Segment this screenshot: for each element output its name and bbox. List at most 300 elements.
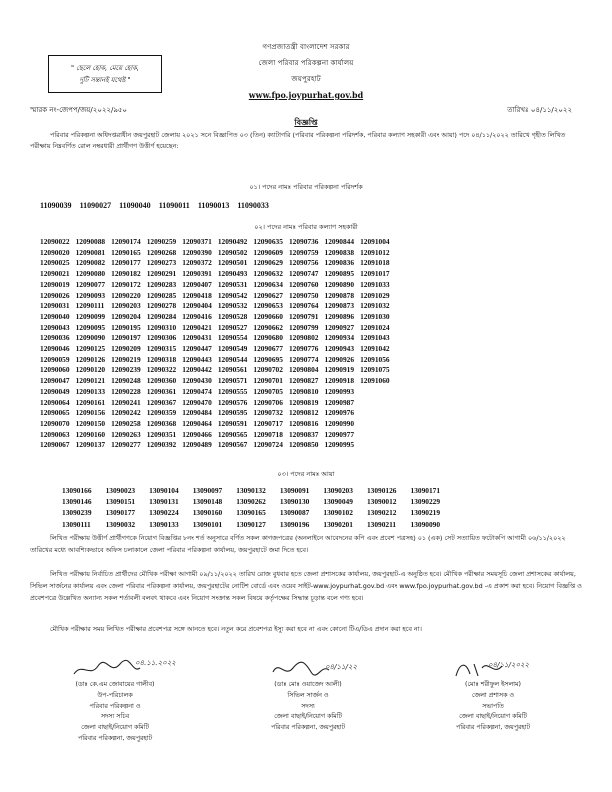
roll-number-cell: 12090850 — [288, 440, 319, 450]
roll-number-cell — [360, 387, 396, 398]
roll-number-cell: 13090102 — [323, 508, 353, 518]
roll-number: 11090011 — [158, 201, 190, 210]
roll-number-cell: 13090111 — [62, 519, 91, 529]
signature-date: ০৪/১১/২২ — [325, 663, 357, 671]
roll-number-cell: 12090810 — [288, 386, 319, 396]
roll-number-cell: 12091042 — [360, 344, 390, 354]
roll-number-cell: 12090020 — [40, 247, 70, 257]
roll-number-cell: 12090197 — [111, 333, 141, 343]
roll-number-cell: 12090418 — [182, 290, 212, 300]
roll-number-cell: 12090918 — [324, 376, 355, 386]
table-row — [40, 344, 396, 355]
roll-number-cell: 12091030 — [360, 311, 390, 321]
roll-number-cell: 12090120 — [75, 365, 106, 375]
signatory-title: সিভিল সার্জন ও — [287, 691, 329, 699]
roll-number-cell: 12090390 — [182, 247, 212, 257]
roll-number-cell: 12090987 — [324, 397, 355, 407]
section-2-roll-table — [40, 237, 396, 451]
roll-number-cell: 12090174 — [111, 237, 141, 246]
roll-number-cell: 12090878 — [324, 290, 355, 300]
roll-number-cell: 13090091 — [279, 486, 310, 495]
table-row — [40, 419, 396, 430]
roll-number-cell: 12090021 — [40, 269, 70, 279]
table-row — [40, 440, 396, 451]
roll-number-cell: 12090492 — [217, 237, 248, 246]
roll-number-cell: 12090838 — [324, 247, 355, 257]
roll-number-cell: 12090705 — [253, 386, 283, 396]
table-row — [40, 355, 396, 366]
roll-number-cell: 12090576 — [217, 397, 248, 407]
roll-number-cell: 12091004 — [360, 237, 390, 246]
roll-number-cell: 12090359 — [146, 408, 177, 418]
roll-number-cell: 12090263 — [111, 429, 141, 439]
roll-number-cell: 12090065 — [40, 408, 70, 418]
roll-number-cell: 13090171 — [410, 486, 441, 495]
table-row — [40, 430, 396, 441]
roll-number-cell: 13090165 — [236, 508, 266, 518]
signatory-name: (ডাঃ কে.এম জোবায়ের গালীব) — [75, 681, 155, 688]
roll-number-cell: 13090148 — [192, 497, 223, 507]
signature-image — [418, 658, 568, 680]
signatory-title: সদস্য — [301, 702, 315, 710]
roll-number-cell: 12090025 — [40, 258, 70, 268]
roll-number-cell: 12090555 — [217, 386, 248, 396]
roll-number-cell: 12090632 — [253, 269, 283, 279]
header-website-link[interactable]: www.fpo.joypurhat.gov.bd — [248, 90, 364, 100]
roll-number-cell: 12090844 — [324, 237, 355, 246]
roll-number-cell: 12090242 — [111, 408, 141, 418]
roll-number-cell: 12090093 — [75, 290, 106, 300]
roll-number-cell: 12090060 — [40, 365, 70, 375]
notice-title — [0, 117, 612, 130]
roll-number-cell: 13090049 — [323, 497, 353, 507]
section-2-heading: ০২। পদের নামঃ পরিবার কল্যাণ সহকারী — [254, 223, 358, 231]
roll-number-cell: 13090239 — [62, 508, 92, 518]
roll-number-cell: 12091043 — [360, 333, 390, 343]
roll-number-cell: 12090043 — [40, 322, 70, 332]
roll-number-cell: 12090695 — [253, 354, 283, 364]
roll-number-cell: 12090567 — [217, 440, 248, 450]
roll-number-cell: 12090750 — [288, 290, 319, 300]
signatory-title: জেলা বাছাই/নিয়োগ কমিটি — [274, 713, 342, 721]
roll-number-cell: 12091024 — [360, 322, 390, 332]
table-row — [40, 248, 396, 259]
roll-number-cell: 12090099 — [75, 311, 106, 321]
roll-number-cell: 12090474 — [182, 386, 212, 396]
roll-number-cell: 12090609 — [253, 247, 283, 257]
roll-number-cell: 12090121 — [75, 376, 106, 386]
table-row — [40, 301, 396, 312]
roll-number-cell — [360, 430, 396, 441]
roll-number-cell: 12091018 — [360, 258, 390, 268]
header-district: জয়পুরহাট — [291, 74, 321, 83]
roll-number-cell: 13090097 — [192, 486, 223, 495]
roll-number-cell: 12090760 — [288, 279, 319, 289]
roll-number-cell: 12090172 — [111, 279, 141, 289]
instructions-paragraph-2: লিখিত পরীক্ষায় নির্বাচিত প্রার্থীদের মৌখিক পরীক্ষা আগামী ০৯/১১/২০২২ তারিখ রোজ বুধবার হতে জেলা প্রশাসকের কার্যালয়, জয়পুরহাট-এ অনুষ্ঠিত হবে। মৌখিক পরীক্ষার সময়সূচি জেলা প্রশাসকের কার্যালয়, সিভিল সার্জনের কার্যালয় এবং জেলা পরিবার পরিকল্পনা কার্যালয়, জয়পুরহাটের নোটিশ বোর্ডে এবং ওয়েব সাইট-www.joypurhat.gov.bd এবং www.fpo.joypurhat.gov.bd -এ প্রকাশ করা হবে। নিয়োগ বিজ্ঞপ্তি ও প্রবেশপত্রে উল্লেখিত অন্যান্য সকল শর্তাবলী বলবৎ থাকবে এবং নিয়োগ সংক্রান্ত সকল বিষয়ে কর্তৃপক্ষের সিদ্ধান্ত চূড়ান্ত বলে গণ্য হবে। — [30, 570, 582, 602]
roll-number-cell: 12090470 — [182, 397, 212, 407]
table-row — [40, 237, 396, 248]
signature-block-civil-surgeon — [233, 658, 383, 734]
intro-paragraph: পরিবার পরিকল্পনা অধিদপ্তরাধীন জয়পুরহাট জেলায় ২০২১ সনে বিজ্ঞাপিত ০৩ (তিন) ক্যাটাগরি (পরিবার পরিকল্পনা পরিদর্শক, পরিবার কল্যাণ সহকারী এবং আয়া) পদে ০৪/১১/২০২২ তারিখে গৃহীত লিখিত পরীক্ষায় নিম্নবর্ণিত রোল নম্বরধারী প্রার্থীগণ উত্তীর্ণ হয়েছেন: — [30, 131, 566, 150]
roll-number-cell: 13090212 — [366, 508, 397, 518]
roll-number-cell: 13090211 — [366, 519, 397, 529]
table-row — [62, 496, 454, 507]
roll-number-cell: 12090528 — [217, 311, 248, 321]
roll-number-cell: 12091029 — [360, 290, 390, 300]
roll-number-cell: 12090371 — [182, 237, 212, 246]
roll-number-cell: 12091033 — [360, 279, 390, 289]
roll-number-cell: 12090248 — [111, 376, 141, 386]
roll-number-cell: 12090595 — [217, 408, 248, 418]
header-office: জেলা পরিবার পরিকল্পনা কার্যালয় — [258, 58, 354, 67]
table-row — [40, 376, 396, 387]
roll-number-cell: 12090306 — [146, 333, 177, 343]
table-row — [40, 333, 396, 344]
roll-number-cell: 12090653 — [253, 301, 283, 311]
roll-number-cell: 12090161 — [75, 397, 106, 407]
roll-number-cell: 12090156 — [75, 408, 106, 418]
roll-number-cell: 12090063 — [40, 429, 70, 439]
roll-number-cell: 12090873 — [324, 301, 355, 311]
signatory-title: পরিবার পরিকল্পনা, জয়পুরহাট — [270, 724, 345, 732]
roll-number-cell: 12090407 — [182, 279, 212, 289]
roll-number-cell: 12090804 — [288, 365, 319, 375]
roll-number-cell: 12090799 — [288, 322, 319, 332]
roll-number-cell: 12090756 — [288, 258, 319, 268]
roll-number-cell: 12091017 — [360, 269, 390, 279]
roll-number-cell: 12090040 — [40, 311, 70, 321]
roll-number-cell: 12090791 — [288, 311, 319, 321]
signatory-title: পরিবার পরিকল্পনা ও — [89, 702, 141, 710]
roll-number-cell: 12090416 — [182, 311, 212, 321]
header-govt: গণপ্রজাতন্ত্রী বাংলাদেশ সরকার — [262, 42, 350, 51]
roll-number-cell: 13090104 — [149, 486, 179, 495]
roll-number-cell: 12090165 — [111, 247, 141, 257]
roll-number-cell: 13090229 — [410, 497, 441, 507]
roll-number-cell: 12090827 — [288, 376, 319, 386]
roll-number-cell: 13090177 — [105, 508, 136, 518]
roll-number-cell: 12090484 — [182, 408, 212, 418]
roll-number-cell: 13090126 — [366, 486, 397, 495]
slogan-line-1: " ছেলে হোক, মেয়ে হোক, — [70, 64, 140, 72]
roll-number-cell: 12090182 — [111, 269, 141, 279]
roll-number-cell: 13090201 — [323, 519, 353, 529]
roll-number-cell: 12090031 — [40, 301, 70, 311]
roll-number-cell: 12090660 — [253, 311, 283, 321]
roll-number-cell: 12090502 — [217, 247, 248, 257]
roll-number-cell: 12090759 — [288, 247, 319, 257]
roll-number-cell: 13090160 — [192, 508, 223, 518]
section-1-heading: ০১। পদের নামঃ পরিবার পরিকল্পনা পরিদর্শক — [249, 183, 363, 191]
roll-number-cell: 12090466 — [182, 429, 212, 439]
memo-number: স্মারক নং-জেপপ/জয়/২০২২/৯৫০ — [30, 106, 127, 114]
roll-number-cell — [360, 398, 396, 409]
roll-number-cell: 13090130 — [279, 497, 310, 507]
roll-number-cell: 12090549 — [217, 344, 248, 354]
roll-number-cell: 13090032 — [105, 519, 136, 529]
section-1-rolls — [40, 201, 269, 210]
roll-number-cell: 12090368 — [146, 418, 177, 428]
roll-number-cell: 12090926 — [324, 354, 355, 364]
roll-number-cell: 12090993 — [324, 386, 355, 396]
roll-number-cell: 12090070 — [40, 418, 70, 428]
roll-number-cell: 12090489 — [182, 440, 212, 450]
roll-number-cell: 12090776 — [288, 344, 319, 354]
roll-number-cell: 12090718 — [253, 429, 283, 439]
roll-number-cell: 12090701 — [253, 376, 283, 386]
roll-number-cell: 12090067 — [40, 440, 70, 450]
roll-number-cell: 12090662 — [253, 322, 283, 332]
roll-number-cell: 12090677 — [253, 344, 283, 354]
table-row — [40, 291, 396, 302]
table-row — [40, 408, 396, 419]
roll-number-cell: 12090404 — [182, 301, 212, 311]
signatory-title: পরিবার পরিকল্পনা, জয়পুরহাট — [77, 734, 152, 742]
roll-number-cell: 12090219 — [111, 354, 141, 364]
roll-number-cell: 12090209 — [111, 344, 141, 354]
roll-number-cell: 12090277 — [111, 440, 141, 450]
table-row — [40, 323, 396, 334]
roll-number-cell: 13090132 — [236, 486, 266, 495]
roll-number-cell: 12090220 — [111, 290, 141, 300]
roll-number-cell: 12090081 — [75, 247, 106, 257]
signatory-name: (ডাঃ মোঃ ওয়াজেদ আলী) — [274, 681, 342, 688]
roll-number-cell: 12090501 — [217, 258, 248, 268]
roll-number-cell: 13090151 — [105, 497, 136, 507]
signatory-name: (মোঃ শরীফুল ইসলাম) — [465, 681, 521, 688]
notice-date: তারিখঃ ০৪/১১/২০২২ — [507, 106, 572, 114]
roll-number-cell: 12090019 — [40, 279, 70, 289]
roll-number-cell: 12090995 — [324, 440, 355, 450]
roll-number-cell: 12090532 — [217, 301, 248, 311]
signature-date: ০৪.১১.২০২২ — [135, 659, 176, 667]
roll-number-cell — [360, 440, 396, 451]
roll-number: 11090013 — [197, 201, 230, 210]
roll-number-cell: 13090101 — [192, 519, 223, 529]
roll-number-cell: 12090285 — [146, 290, 177, 300]
roll-number-cell: 12091032 — [360, 301, 390, 311]
roll-number-cell: 12090927 — [324, 322, 355, 332]
roll-number-cell: 12090895 — [324, 269, 355, 279]
roll-number-cell — [360, 419, 396, 430]
signature-block-deputy-commissioner — [418, 658, 568, 734]
roll-number-cell: 12090080 — [75, 269, 106, 279]
roll-number-cell: 12090943 — [324, 344, 355, 354]
roll-number-cell: 12090046 — [40, 344, 70, 354]
roll-number-cell: 13090219 — [410, 508, 441, 518]
roll-number-cell: 12090977 — [324, 429, 355, 439]
roll-number-cell: 12090259 — [146, 237, 177, 246]
table-row — [40, 269, 396, 280]
roll-number-cell: 12090177 — [111, 258, 141, 268]
roll-number-cell: 12090090 — [75, 333, 106, 343]
roll-number-cell: 12090137 — [75, 440, 106, 450]
roll-number-cell: 13090262 — [236, 497, 266, 507]
roll-number-cell: 12090111 — [75, 301, 105, 311]
roll-number-cell — [360, 408, 396, 419]
table-row — [62, 507, 454, 518]
roll-number-cell: 12090747 — [288, 269, 319, 279]
signatory-title: জেলা প্রশাসক ও — [471, 691, 515, 699]
roll-number-cell: 12090284 — [146, 311, 177, 321]
roll-number-cell: 12090278 — [146, 301, 177, 311]
roll-number-cell: 13090012 — [366, 497, 397, 507]
roll-number-cell: 12090990 — [324, 418, 355, 428]
roll-number-cell: 12090022 — [40, 237, 70, 246]
roll-number-cell: 12090036 — [40, 333, 70, 343]
roll-number-cell: 12090442 — [182, 365, 212, 375]
signature-image — [233, 658, 383, 680]
roll-number-cell: 12090360 — [146, 376, 177, 386]
roll-number-cell: 12090890 — [324, 279, 355, 289]
roll-number-cell: 12090896 — [324, 311, 355, 321]
roll-number-cell: 12090361 — [146, 386, 177, 396]
roll-number-cell: 12090126 — [75, 354, 106, 364]
signature-image — [40, 658, 190, 680]
roll-number-cell: 12090367 — [146, 397, 177, 407]
table-row — [62, 519, 454, 530]
roll-number-cell: 12090812 — [288, 408, 319, 418]
roll-number-cell: 12090554 — [217, 333, 248, 343]
roll-number-cell: 12090047 — [40, 376, 70, 386]
roll-number-cell: 12091060 — [360, 376, 390, 386]
roll-number-cell: 12090204 — [111, 311, 141, 321]
roll-number-cell: 12090133 — [75, 386, 106, 396]
roll-number-cell: 12090836 — [324, 258, 355, 268]
roll-number-cell: 12090026 — [40, 290, 70, 300]
roll-number-cell: 12090544 — [217, 354, 248, 364]
signatory-title: জেলা বাছাই/নিয়োগ কমিটি — [81, 724, 149, 732]
roll-number-cell: 12090241 — [111, 397, 141, 407]
table-row — [40, 258, 396, 269]
roll-number-cell: 12090732 — [253, 408, 283, 418]
table-row — [40, 312, 396, 323]
roll-number-cell: 13090203 — [323, 486, 353, 495]
table-row — [40, 280, 396, 291]
roll-number-cell: 12090283 — [146, 279, 177, 289]
roll-number-cell: 12090816 — [288, 418, 319, 428]
roll-number-cell: 12090634 — [253, 279, 283, 289]
table-row — [40, 398, 396, 409]
instructions-paragraph-1: লিখিত পরীক্ষায় উত্তীর্ণ প্রার্থীগণকে নিয়োগ বিজ্ঞপ্তির ৮নং শর্ত অনুসারে বর্ণিত সকল কাগজপত্রের (অনলাইনে আবেদনের কপি এবং প্রবেশ পত্রসহ) ০১ (এক) সেট সত্যায়িত ফটোকপি আগামী ০৬/১১/২০২২ তারিখের মধ্যে আবশ্যিকভাবে অফিস চলাকালে জেলা পরিবার পরিকল্পনা কার্যালয়, জয়পুরহাটে জমা দিতে হবে। — [30, 534, 566, 554]
roll-number-cell: 12090702 — [253, 365, 283, 375]
roll-number-cell: 12090258 — [111, 418, 141, 428]
roll-number-cell: 12090059 — [40, 354, 70, 364]
roll-number-cell: 12090571 — [217, 376, 248, 386]
roll-number-cell: 12090125 — [75, 344, 106, 354]
roll-number-cell: 12090819 — [288, 397, 319, 407]
roll-number-cell: 13090127 — [236, 519, 266, 529]
roll-number-cell: 13090196 — [279, 519, 310, 529]
roll-number-cell: 12090635 — [253, 237, 283, 246]
roll-number-cell: 12091012 — [360, 247, 390, 257]
table-row — [62, 485, 454, 496]
roll-number: 11090040 — [119, 201, 151, 210]
roll-number-cell: 12090077 — [75, 279, 106, 289]
roll-number-cell: 12090736 — [288, 237, 319, 246]
table-row — [40, 387, 396, 398]
roll-number-cell: 12090351 — [146, 429, 177, 439]
roll-number-cell: 12090717 — [253, 418, 283, 428]
signature-date: ০৪/১১/২০২২ — [488, 661, 530, 669]
signatory-title: সদস্য সচিব — [100, 713, 130, 721]
roll-number-cell: 12090627 — [253, 290, 283, 300]
roll-number-cell: 12090391 — [182, 269, 212, 279]
roll-number-cell: 12090837 — [288, 429, 319, 439]
roll-number-cell: 13090166 — [62, 486, 92, 495]
roll-number-cell: 12090919 — [324, 365, 355, 375]
roll-number-cell: 12090064 — [40, 397, 70, 407]
roll-number-cell: 12090318 — [146, 354, 177, 364]
roll-number-cell: 13090131 — [149, 497, 179, 507]
roll-number-cell: 12090774 — [288, 354, 319, 364]
roll-number-cell: 12090315 — [146, 344, 177, 354]
signatory-title: উপ-পরিচালক — [97, 691, 133, 699]
roll-number-cell: 12090443 — [182, 354, 212, 364]
signatory-title: পরিবার পরিকল্পনা, জয়পুরহাট — [455, 724, 530, 732]
roll-number-cell: 12090629 — [253, 258, 283, 268]
roll-number-cell: 12090273 — [146, 258, 177, 268]
signature-block-deputy-director — [40, 658, 190, 745]
roll-number-cell: 13090146 — [62, 497, 92, 507]
roll-number-cell: 12090095 — [75, 322, 106, 332]
roll-number-cell: 12090542 — [217, 290, 248, 300]
roll-number-cell: 12091056 — [360, 354, 390, 364]
roll-number-cell: 12090591 — [217, 418, 248, 428]
slogan-line-2: দুটি সন্তানই যথেষ্ট " — [79, 76, 131, 84]
roll-number-cell: 12090802 — [288, 333, 319, 343]
roll-number-cell: 12091075 — [360, 365, 390, 375]
roll-number-cell: 12090724 — [253, 440, 283, 450]
roll-number-cell: 12090291 — [146, 269, 177, 279]
roll-number-cell: 12090322 — [146, 365, 177, 375]
roll-number-cell: 12090431 — [182, 333, 212, 343]
section-3-heading: ০৩। পদের নামঃ আয়া — [277, 470, 335, 478]
signatory-title: সভাপতি — [482, 702, 504, 710]
roll-number-cell: 12090049 — [40, 386, 70, 396]
roll-number-cell: 12090464 — [182, 418, 212, 428]
roll-number-cell: 12090088 — [75, 237, 106, 246]
roll-number-cell: 12090493 — [217, 269, 248, 279]
roll-number-cell: 12090421 — [182, 322, 212, 332]
roll-number-cell: 13090090 — [410, 519, 441, 529]
roll-number-cell: 12090239 — [111, 365, 141, 375]
roll-number-cell: 12090082 — [75, 258, 106, 268]
roll-number: 11090033 — [237, 201, 269, 210]
table-row — [40, 365, 396, 376]
roll-number-cell: 12090392 — [146, 440, 177, 450]
notice-title-text: বিজ্ঞপ্তি — [294, 118, 318, 127]
roll-number-cell: 12090268 — [146, 247, 177, 257]
roll-number-cell: 12090228 — [111, 386, 141, 396]
roll-number-cell: 12090160 — [75, 429, 106, 439]
roll-number-cell: 12090527 — [217, 322, 248, 332]
roll-number-cell: 12090203 — [111, 301, 141, 311]
roll-number-cell: 13090133 — [149, 519, 179, 529]
roll-number-cell: 13090023 — [105, 486, 136, 495]
roll-number-cell: 13090087 — [279, 508, 310, 518]
roll-number-cell: 12090565 — [217, 429, 248, 439]
roll-number-cell: 13090224 — [149, 508, 179, 518]
roll-number-cell: 12090976 — [324, 408, 355, 418]
roll-number-cell: 12090310 — [146, 322, 177, 332]
roll-number-cell: 12090150 — [75, 418, 106, 428]
roll-number-cell: 12090372 — [182, 258, 212, 268]
section-3-roll-table — [62, 485, 454, 530]
roll-number-cell: 12090430 — [182, 376, 212, 386]
roll-number-cell: 12090680 — [253, 333, 283, 343]
